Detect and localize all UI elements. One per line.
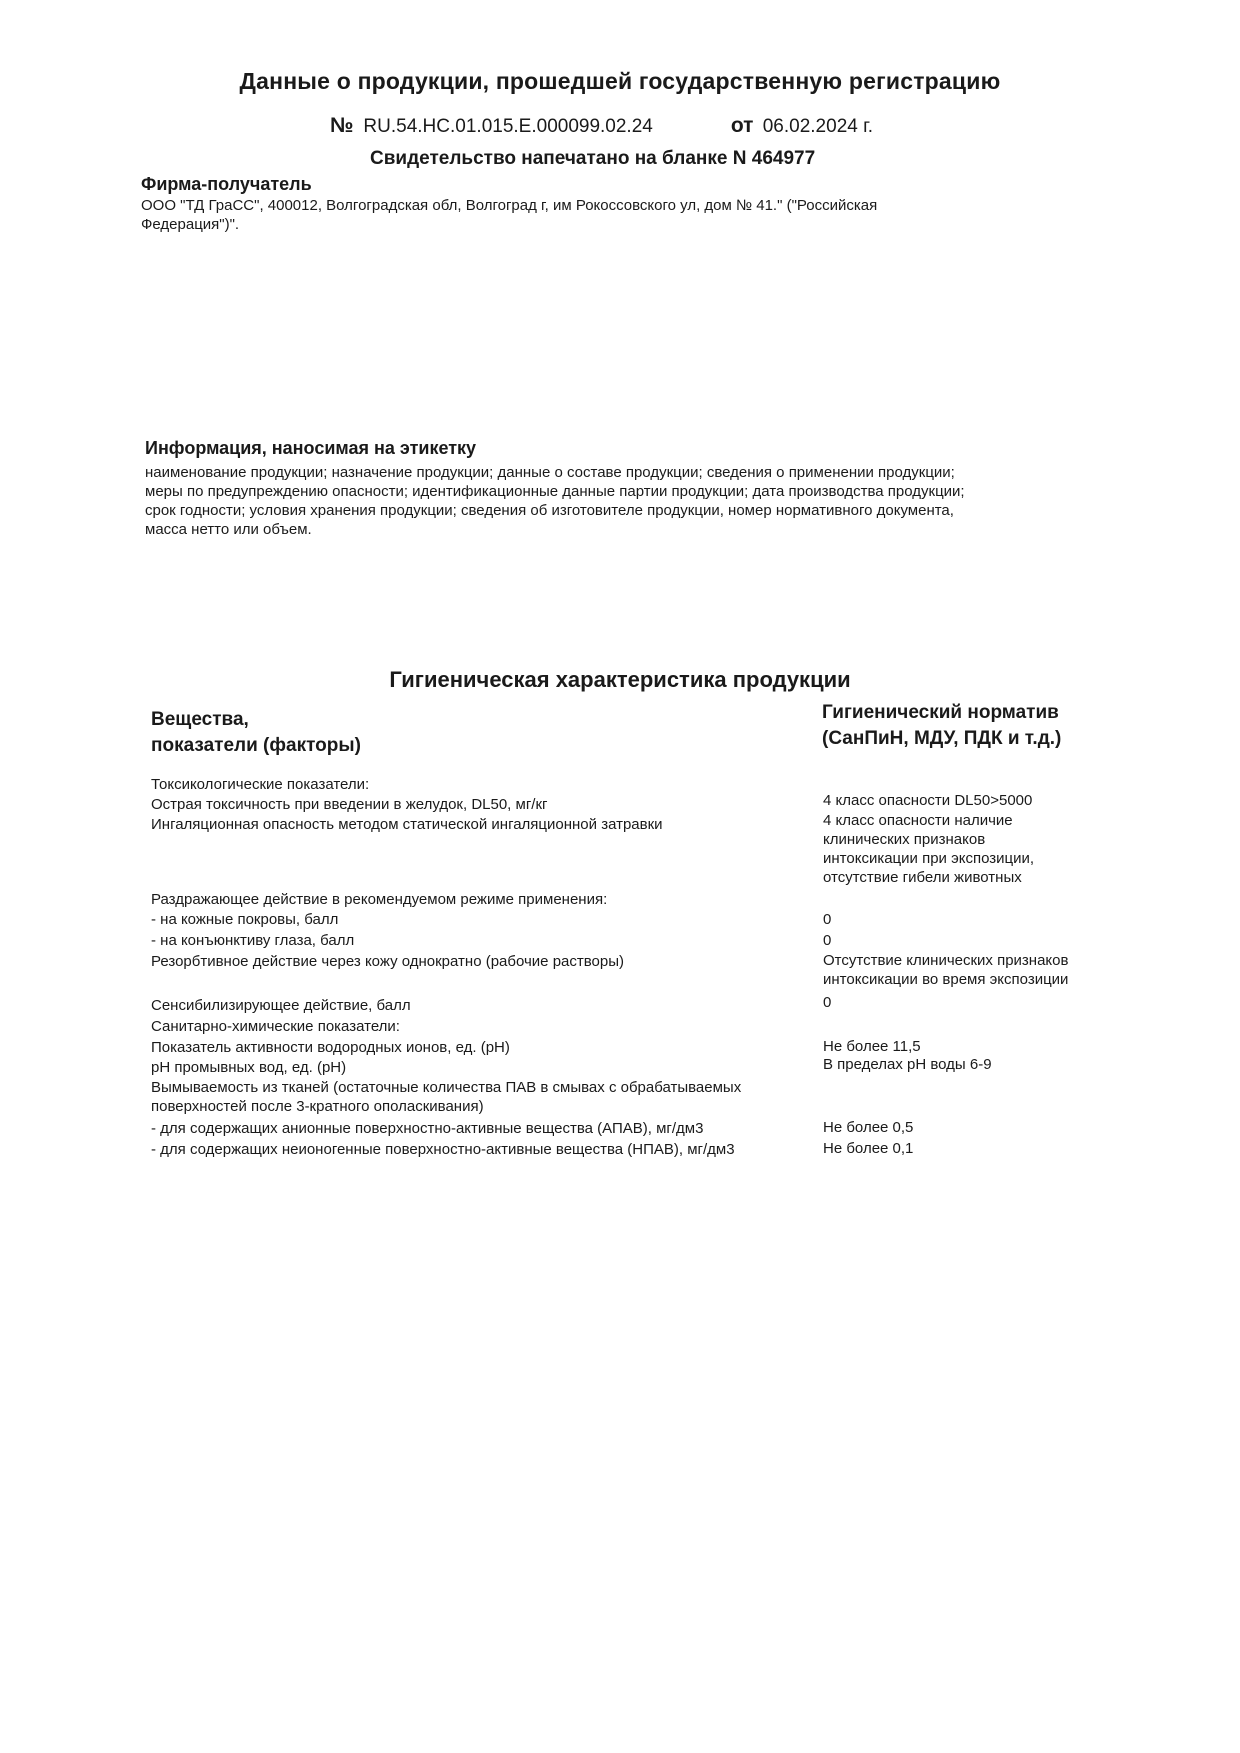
column-heading-line: Гигиенический норматив xyxy=(822,702,1059,723)
norm-value xyxy=(823,951,1068,989)
norm-value xyxy=(823,931,831,950)
recipient-line: Федерация")". xyxy=(141,216,240,233)
norm-value xyxy=(823,1139,913,1158)
norm-value-line: Отсутствие клинических признаков xyxy=(823,952,1069,969)
label-info-line: меры по предупреждению опасности; идентификационные данные партии продукции; дата производства продукции; xyxy=(145,483,965,500)
indicator-label-line: Сенсибилизирующее действие, балл xyxy=(151,997,411,1014)
norm-value-line: Не более 0,1 xyxy=(823,1140,914,1157)
label-info-heading: Информация, наносимая на этикетку xyxy=(145,438,477,458)
norm-value xyxy=(823,791,1032,810)
indicator-label xyxy=(151,1140,735,1159)
blank-number-line: Свидетельство напечатано на бланке N 464977 xyxy=(370,148,816,169)
norm-value-line: Не более 0,5 xyxy=(823,1119,914,1136)
label-info-text xyxy=(145,463,965,539)
norm-value xyxy=(823,1055,992,1074)
number-label: № xyxy=(330,114,354,137)
norm-value xyxy=(823,910,831,929)
column-heading-line: Вещества, xyxy=(151,709,249,730)
indicator-label-line: Вымываемость из тканей (остаточные количества ПАВ в смывах с обрабатываемых xyxy=(151,1079,742,1096)
norm-value xyxy=(823,1118,913,1137)
indicator-label xyxy=(151,1038,510,1057)
norm-value-line: клинических признаков xyxy=(823,831,986,848)
indicator-label-line: поверхностей после 3-кратного ополаскивания) xyxy=(151,1098,484,1115)
indicator-label-line: Токсикологические показатели: xyxy=(151,776,370,793)
hygiene-title: Гигиеническая характеристика продукции xyxy=(389,667,851,692)
indicator-label xyxy=(151,775,369,794)
registration-number: RU.54.НС.01.015.Е.000099.02.24 xyxy=(363,116,653,137)
label-info-line: срок годности; условия хранения продукции; сведения об изготовителе продукции, номер нормативного документа, xyxy=(145,502,954,519)
norm-value-line: интоксикации во время экспозиции xyxy=(823,971,1069,988)
date-label: от xyxy=(730,114,754,137)
indicator-label xyxy=(151,910,338,929)
indicator-label-line: Резорбтивное действие через кожу однократно (рабочие растворы) xyxy=(151,953,625,970)
indicator-label-line: - для содержащих неионогенные поверхностно-активные вещества (НПАВ), мг/дм3 xyxy=(151,1141,735,1158)
norm-value xyxy=(823,811,1034,887)
indicator-label-line: Раздражающее действие в рекомендуемом режиме применения: xyxy=(151,891,608,908)
indicator-label-line: рН промывных вод, ед. (рН) xyxy=(151,1059,347,1076)
page-title: Данные о продукции, прошедшей государственную регистрацию xyxy=(239,68,1001,94)
registration-date: 06.02.2024 г. xyxy=(762,116,873,137)
indicator-label-line: Санитарно-химические показатели: xyxy=(151,1018,400,1035)
norm-value-line: Не более 11,5 xyxy=(823,1038,921,1055)
indicator-label-line: - на кожные покровы, балл xyxy=(151,911,339,928)
indicator-label-line: Острая токсичность при введении в желудок, DL50, мг/кг xyxy=(151,796,548,813)
norm-value xyxy=(823,1037,921,1056)
label-info-line: масса нетто или объем. xyxy=(145,521,312,538)
norm-value-line: интоксикации при экспозиции, xyxy=(823,850,1035,867)
norm-column-heading xyxy=(822,700,1061,752)
norm-value-line: 0 xyxy=(823,911,832,928)
recipient-line: ООО "ТД ГраСС", 400012, Волгоградская обл, Волгоград г, им Рокоссовского ул, дом № 41." ("Российская xyxy=(141,197,878,214)
indicator-label xyxy=(151,996,411,1015)
norm-value xyxy=(823,993,831,1012)
indicator-label xyxy=(151,890,607,909)
indicator-label xyxy=(151,1017,400,1036)
indicator-label-line: - для содержащих анионные поверхностно-активные вещества (АПАВ), мг/дм3 xyxy=(151,1120,704,1137)
recipient-address xyxy=(141,196,877,234)
label-info-line: наименование продукции; назначение продукции; данные о составе продукции; сведения о применении продукции; xyxy=(145,464,955,481)
indicator-label xyxy=(151,795,548,814)
indicator-label-line: Показатель активности водородных ионов, ед. (рН) xyxy=(151,1039,510,1056)
norm-value-line: 0 xyxy=(823,932,832,949)
indicator-label xyxy=(151,1078,741,1116)
norm-value-line: 4 класс опасности наличие xyxy=(823,812,1013,829)
registration-line xyxy=(330,114,873,138)
substances-column-heading xyxy=(151,707,361,759)
recipient-heading: Фирма-получатель xyxy=(141,174,312,194)
norm-value-line: В пределах рН воды 6-9 xyxy=(823,1056,992,1073)
column-heading-line: показатели (факторы) xyxy=(151,735,361,756)
indicator-label xyxy=(151,952,624,971)
column-heading-line: (СанПиН, МДУ, ПДК и т.д.) xyxy=(822,728,1062,749)
indicator-label xyxy=(151,1119,703,1138)
indicator-label-line: - на конъюнктиву глаза, балл xyxy=(151,932,355,949)
norm-value-line: 4 класс опасности DL50>5000 xyxy=(823,792,1033,809)
indicator-label-line: Ингаляционная опасность методом статической ингаляционной затравки xyxy=(151,816,663,833)
norm-value-line: 0 xyxy=(823,994,832,1011)
indicator-label xyxy=(151,1058,346,1077)
norm-value-line: отсутствие гибели животных xyxy=(823,869,1022,886)
indicator-label xyxy=(151,931,354,950)
indicator-label xyxy=(151,815,663,834)
